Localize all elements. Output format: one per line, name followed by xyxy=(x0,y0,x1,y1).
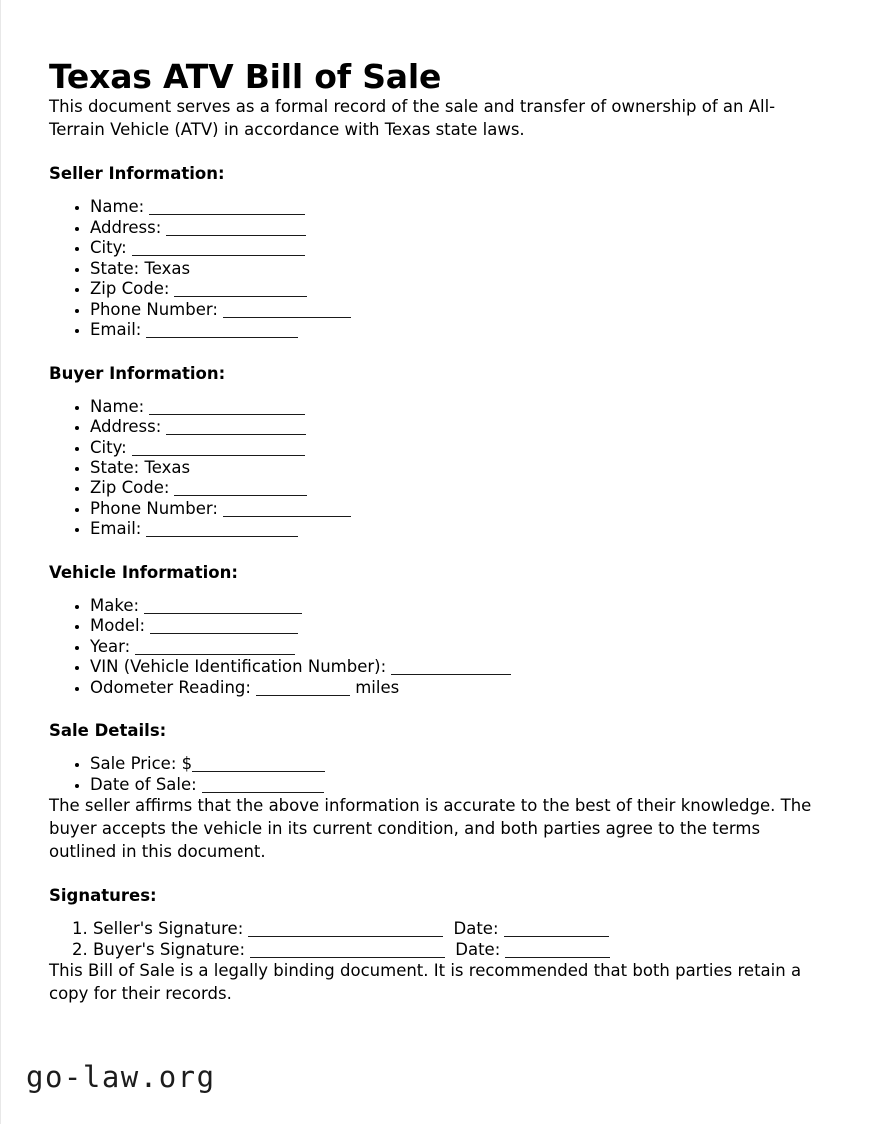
vehicle-section-heading: Vehicle Information: xyxy=(49,562,238,582)
field-label: Zip Code: xyxy=(90,279,170,299)
field-row xyxy=(90,238,821,258)
fill-in-blank[interactable] xyxy=(146,324,298,338)
signature-row xyxy=(93,940,821,960)
field-row xyxy=(90,458,821,478)
fill-in-blank[interactable] xyxy=(256,682,350,696)
fill-in-blank[interactable] xyxy=(166,421,306,435)
field-label: Make: xyxy=(90,595,140,615)
field-row xyxy=(90,197,821,217)
date-blank[interactable] xyxy=(504,923,609,937)
affirmation-paragraph: The seller affirms that the above information is accurate to the best of their knowledge. The buyer accepts the vehicle in its current condition, and both parties agree to the terms outlined in this document. xyxy=(49,795,812,861)
field-label: Sale Price: $ xyxy=(90,754,193,774)
field-row xyxy=(90,320,821,340)
field-label: Year: xyxy=(90,636,131,656)
fill-in-blank[interactable] xyxy=(150,620,298,634)
fill-in-blank[interactable] xyxy=(132,242,305,256)
field-row xyxy=(90,279,821,299)
closing-paragraph: This Bill of Sale is a legally binding document. It is recommended that both parties retain a copy for their records. xyxy=(49,961,802,1003)
field-label: Address: xyxy=(90,217,162,237)
fill-in-blank[interactable] xyxy=(166,222,306,236)
vehicle-fields-list xyxy=(49,582,821,698)
field-row xyxy=(90,259,821,279)
fill-in-blank[interactable] xyxy=(132,442,305,456)
fill-in-blank[interactable] xyxy=(149,401,305,415)
signature-label: Seller's Signature: xyxy=(93,919,244,939)
fill-in-blank[interactable] xyxy=(223,304,351,318)
field-row xyxy=(90,417,821,437)
buyer-fields-list xyxy=(49,383,821,540)
field-value: Texas xyxy=(139,258,191,278)
fill-in-blank[interactable] xyxy=(149,201,305,215)
signature-rows-list xyxy=(49,905,821,960)
field-row xyxy=(90,499,821,519)
field-label: State: xyxy=(90,258,140,278)
field-label: City: xyxy=(90,437,127,457)
field-label: Name: xyxy=(90,396,145,416)
field-label: Zip Code: xyxy=(90,478,170,498)
document-content xyxy=(49,0,821,1006)
fill-in-blank[interactable] xyxy=(391,661,511,675)
fill-in-blank[interactable] xyxy=(135,641,295,655)
field-value: Texas xyxy=(139,458,191,477)
field-label: Address: xyxy=(90,417,162,437)
field-row xyxy=(90,754,821,774)
date-label: Date: xyxy=(450,939,501,959)
sale-section-heading: Sale Details: xyxy=(49,721,167,741)
signature-row xyxy=(93,919,821,939)
date-label: Date: xyxy=(448,919,499,939)
field-row xyxy=(90,218,821,238)
fill-in-blank[interactable] xyxy=(144,600,302,614)
buyer-section-heading: Buyer Information: xyxy=(49,363,226,383)
signature-blank[interactable] xyxy=(250,944,445,958)
signature-blank[interactable] xyxy=(248,923,443,937)
field-suffix: miles xyxy=(349,677,400,697)
fill-in-blank[interactable] xyxy=(174,283,307,297)
field-row xyxy=(90,596,821,616)
field-row xyxy=(90,775,821,795)
fill-in-blank[interactable] xyxy=(202,779,324,793)
field-label: Name: xyxy=(90,197,145,217)
field-row xyxy=(90,657,821,677)
field-row xyxy=(90,397,821,417)
seller-fields-list xyxy=(49,183,821,340)
field-label: City: xyxy=(90,238,127,258)
field-label: State: xyxy=(90,458,140,477)
field-row xyxy=(90,478,821,498)
signatures-section-heading: Signatures: xyxy=(49,886,157,906)
field-row xyxy=(90,438,821,458)
field-row xyxy=(90,678,821,698)
fill-in-blank[interactable] xyxy=(146,523,298,537)
sale-fields-list xyxy=(49,740,821,795)
field-label: Phone Number: xyxy=(90,498,218,518)
site-logo: go-law.org xyxy=(26,1060,216,1094)
signature-label: Buyer's Signature: xyxy=(93,939,246,959)
fill-in-blank[interactable] xyxy=(223,503,351,517)
fill-in-blank[interactable] xyxy=(174,482,307,496)
page-title: Texas ATV Bill of Sale xyxy=(49,57,442,96)
field-row xyxy=(90,616,821,636)
field-label: Phone Number: xyxy=(90,299,218,319)
field-row xyxy=(90,519,821,539)
field-row xyxy=(90,300,821,320)
field-row xyxy=(90,637,821,657)
field-label: Odometer Reading: xyxy=(90,677,251,697)
field-label: Email: xyxy=(90,519,142,539)
fill-in-blank[interactable] xyxy=(192,758,325,772)
field-label: Email: xyxy=(90,320,142,340)
seller-section-heading: Seller Information: xyxy=(49,164,225,184)
field-label: Model: xyxy=(90,616,146,636)
date-blank[interactable] xyxy=(505,944,610,958)
field-label: Date of Sale: xyxy=(90,774,197,794)
field-label: VIN (Vehicle Identification Number): xyxy=(90,657,387,677)
intro-paragraph: This document serves as a formal record of the sale and transfer of ownership of an All-Terrain Vehicle (ATV) in accordance with Texas state laws. xyxy=(49,96,776,139)
